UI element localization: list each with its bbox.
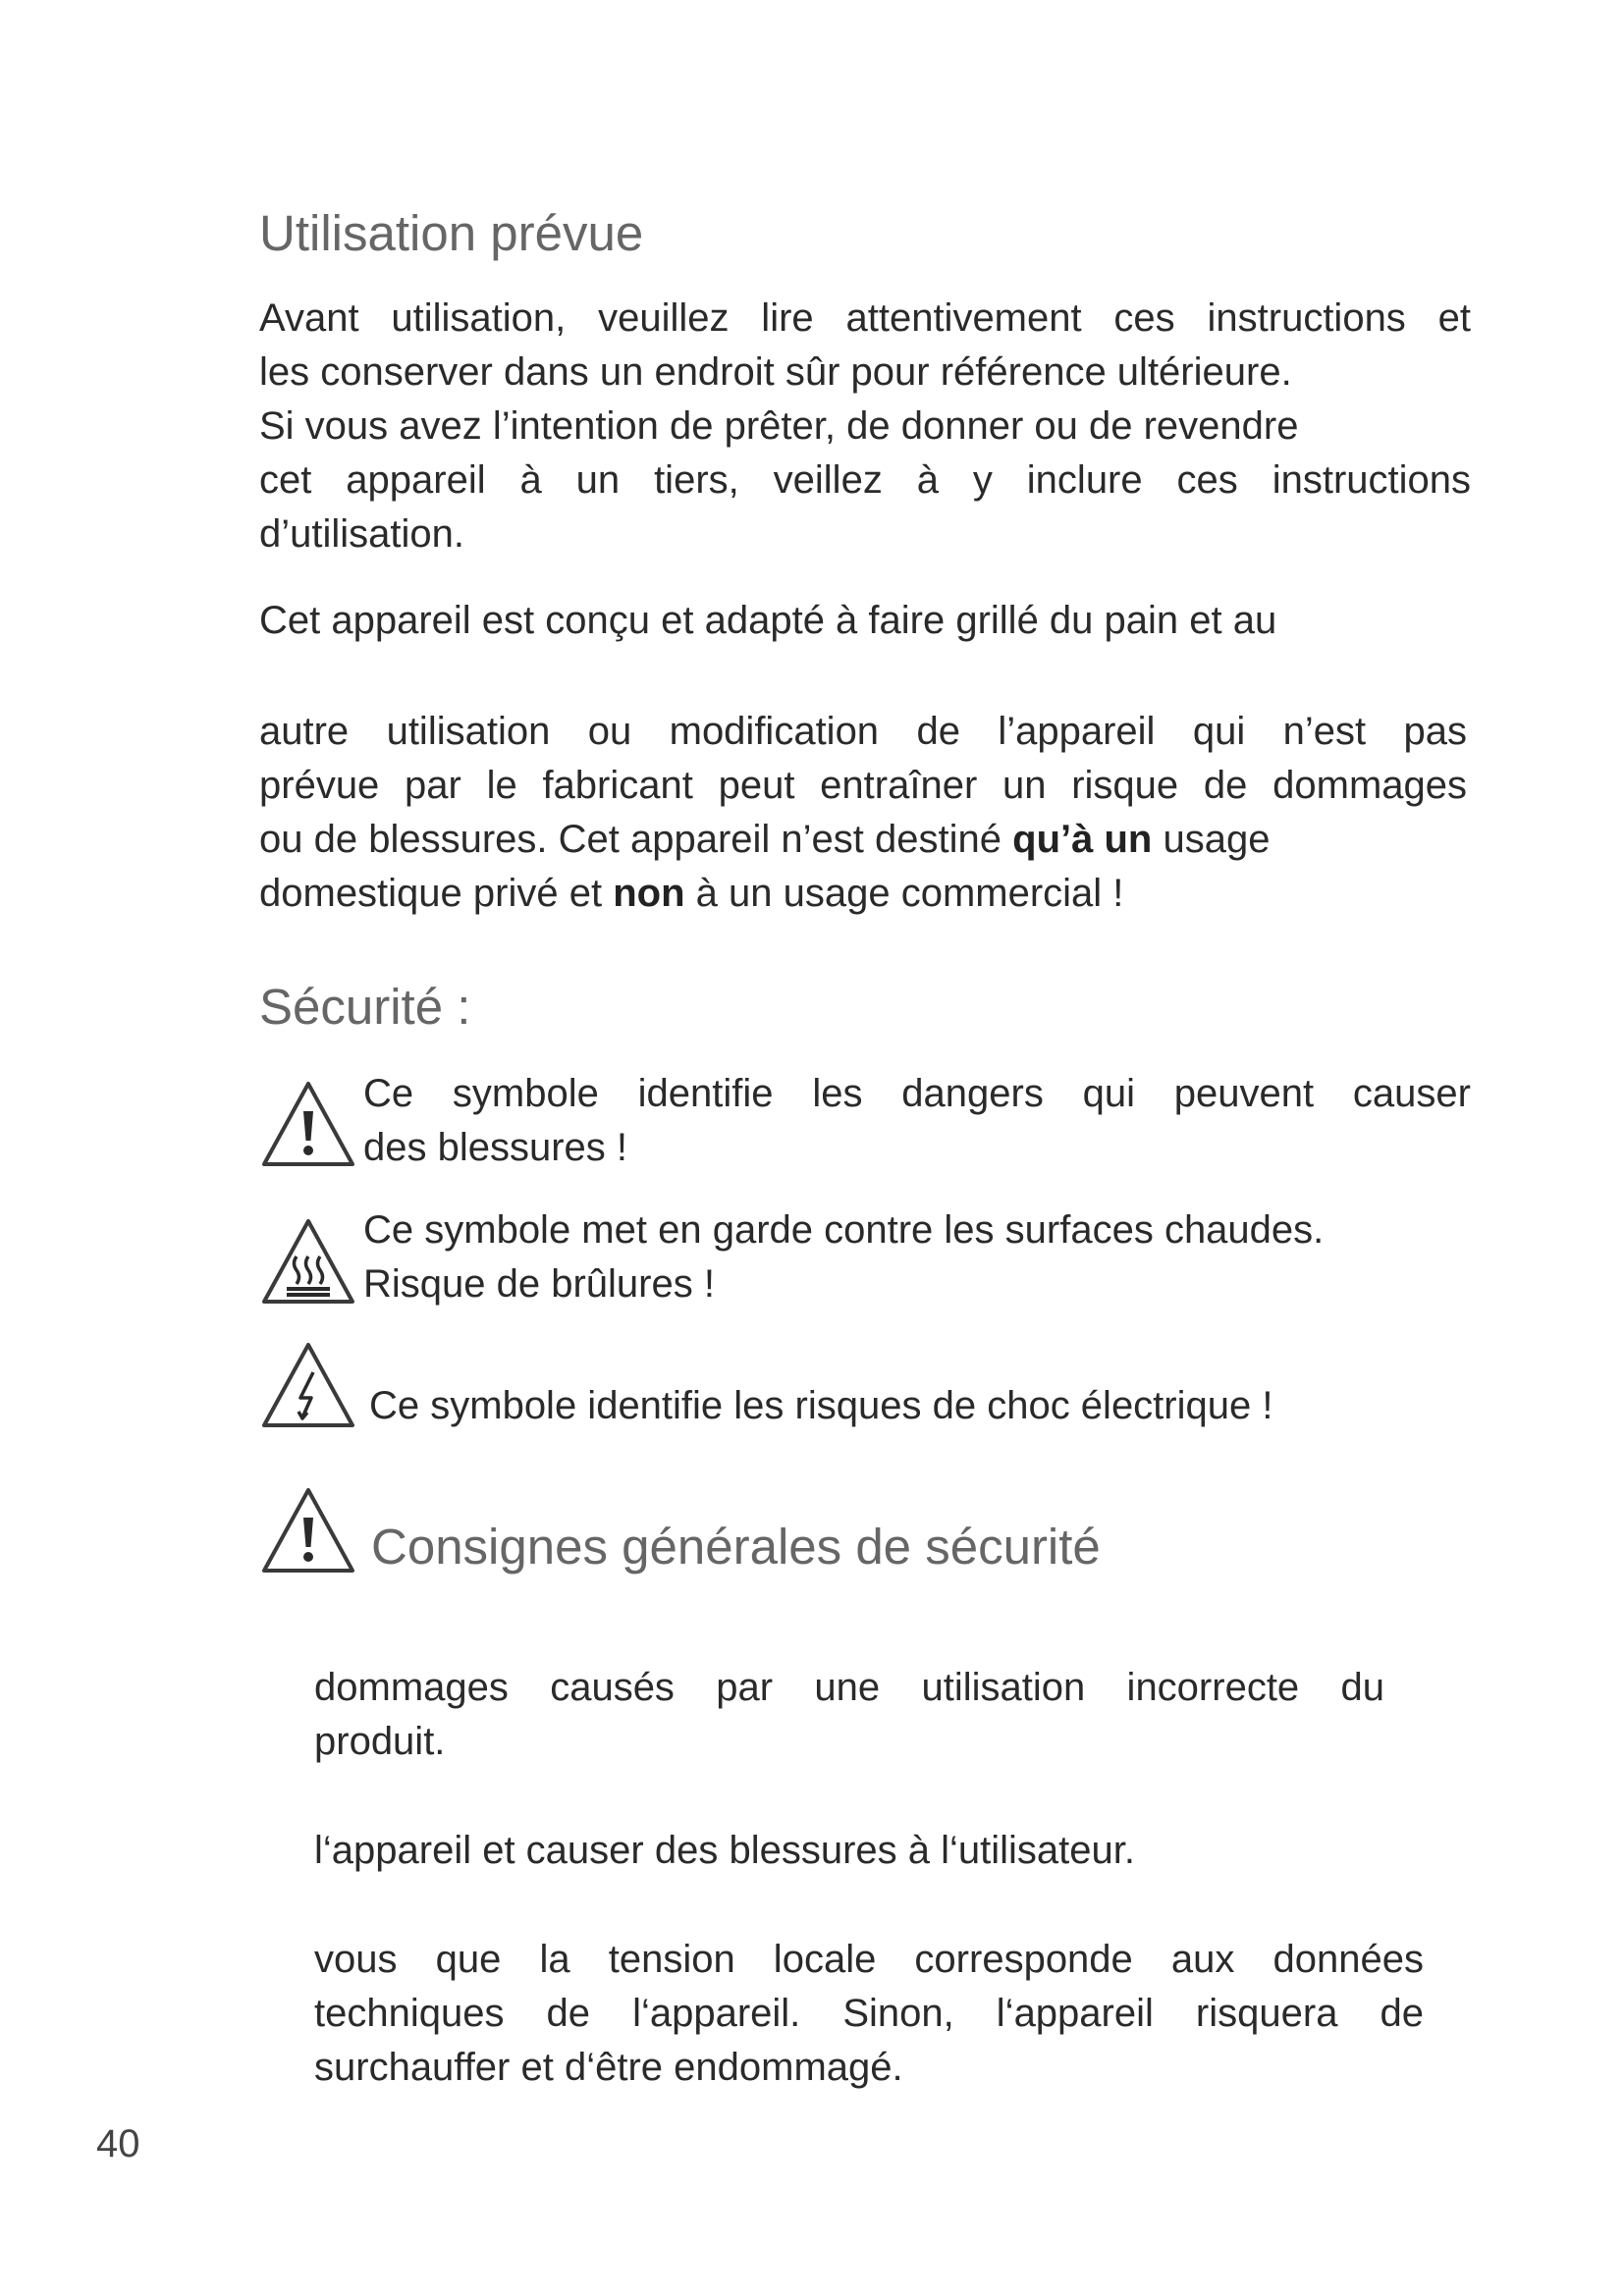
warning-exclamation-icon xyxy=(259,1484,357,1578)
text-line: Cet appareil est conçu et adapté à faire grillé du pain et au xyxy=(259,599,1277,642)
text-line: Risque de brûlures ! xyxy=(363,1262,715,1306)
intended-use-paragraph-3 xyxy=(259,705,1467,921)
general-safety-item-3 xyxy=(314,1933,1424,2095)
section-title-intended-use: Utilisation prévue xyxy=(259,205,644,261)
text-run: domestique privé et xyxy=(259,872,614,915)
text-line xyxy=(259,813,1467,867)
hot-surface-icon xyxy=(259,1215,357,1309)
text-line: autre utilisation ou modification de l’appareil qui n’est pas xyxy=(259,710,1467,753)
text-line: des blessures ! xyxy=(363,1126,628,1169)
text-line: d’utilisation. xyxy=(259,512,465,556)
text-line: dommages causés par une utilisation incorrecte du xyxy=(314,1666,1384,1709)
text-line: Ce symbole met en garde contre les surfaces chaudes. xyxy=(363,1208,1325,1252)
warning-exclamation-icon xyxy=(259,1078,357,1172)
text-line: Avant utilisation, veuillez lire attentivement ces instructions et xyxy=(259,296,1471,340)
text-line: Ce symbole identifie les risques de choc électrique ! xyxy=(369,1384,1273,1427)
text-line: Si vous avez l’intention de prêter, de donner ou de revendre xyxy=(259,404,1299,448)
text-line: surchauffer et d‘être endommagé. xyxy=(314,2046,903,2089)
text-line: Ce symbole identifie les dangers qui peuvent causer xyxy=(363,1072,1471,1115)
symbol-description-danger xyxy=(363,1067,1471,1175)
text-line: l‘appareil et causer des blessures à l‘utilisateur. xyxy=(314,1829,1135,1872)
intended-use-paragraph-2 xyxy=(259,594,1471,648)
general-safety-item-2 xyxy=(314,1824,1384,1878)
electric-shock-icon xyxy=(259,1339,357,1433)
section-title-general-safety: Consignes générales de sécurité xyxy=(371,1519,1101,1575)
text-line: produit. xyxy=(314,1720,446,1763)
emphasis-not: non xyxy=(613,872,685,915)
text-line: les conserver dans un endroit sûr pour référence ultérieure. xyxy=(259,350,1292,394)
emphasis-only-for: qu’à un xyxy=(1012,818,1153,861)
text-line: cet appareil à un tiers, veillez à y inclure ces instructions xyxy=(259,458,1471,502)
page-number: 40 xyxy=(96,2122,140,2165)
symbol-description-electric-shock xyxy=(369,1379,1471,1433)
text-run: ou de blessures. Cet appareil n’est destiné xyxy=(259,818,1013,861)
general-safety-item-1 xyxy=(314,1661,1384,1769)
intended-use-paragraph-1 xyxy=(259,292,1471,561)
text-line: prévue par le fabricant peut entraîner un risque de dommages xyxy=(259,764,1467,807)
text-run: à un usage commercial ! xyxy=(684,872,1124,915)
text-run: usage xyxy=(1152,818,1271,861)
text-line: vous que la tension locale corresponde aux données xyxy=(314,1938,1424,1981)
section-title-safety: Sécurité : xyxy=(259,979,471,1035)
text-line: techniques de l‘appareil. Sinon, l‘appareil risquera de xyxy=(314,1992,1424,2035)
text-line xyxy=(259,867,1467,921)
symbol-description-hot-surface xyxy=(363,1203,1471,1311)
